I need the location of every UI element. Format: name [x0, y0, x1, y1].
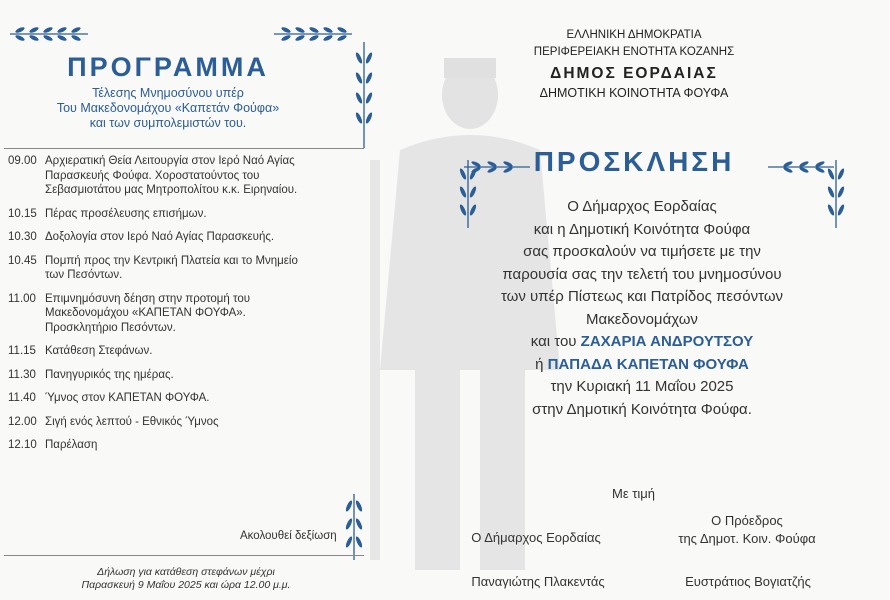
schedule-description-line: Κατάθεση Στεφάνων.: [45, 345, 153, 357]
program-subtitle-line: Τέλεσης Μνημοσύνου υπέρ: [92, 86, 244, 100]
community-label: ΔΗΜΟΤΙΚΗ ΚΟΙΝΟΤΗΤΑ ΦΟΥΦΑ: [539, 86, 729, 100]
divider: [4, 148, 364, 149]
olive-branch-icon: [8, 25, 90, 43]
program-subtitle: [0, 86, 336, 131]
schedule-time: 12.00: [8, 415, 37, 428]
reception-note: Ακολουθεί δεξίωση: [240, 530, 337, 542]
schedule-description-line: των Πεσόντων.: [45, 269, 123, 281]
schedule-description-line: Δοξολογία στον Ιερό Ναό Αγίας Παρασκευής.: [45, 231, 275, 243]
schedule-description: [45, 415, 368, 430]
schedule-row: [8, 292, 368, 336]
schedule-description: [45, 207, 368, 222]
schedule-time: 11.00: [8, 292, 36, 305]
schedule-row: [8, 368, 368, 383]
signer-president-role: [652, 512, 842, 548]
schedule-description-line: Αρχιερατική Θεία Λειτουργία στον Ιερό Ναό Αγίας: [45, 155, 295, 167]
schedule-time: 12.10: [8, 439, 37, 451]
schedule-list: [8, 154, 368, 462]
schedule-description-line: Παρέλαση: [45, 439, 98, 451]
schedule-row: [8, 438, 368, 453]
schedule-description-line: Σιγή ενός λεπτού - Εθνικός Ύμνος: [45, 415, 219, 428]
schedule-time: 09.00: [8, 155, 37, 167]
signer-mayor-role: Ο Δήμαρχος Εορδαίας: [471, 530, 601, 545]
schedule-description-line: Ύμνος στον ΚΑΠΕΤΑΝ ΦΟΥΦΑ.: [45, 392, 210, 404]
program-subtitle-line: και των συμπολεμιστών του.: [89, 116, 247, 130]
invitation-title: ΠΡΟΣΚΛΗΣΗ: [533, 146, 735, 177]
schedule-time: 11.30: [8, 368, 36, 381]
schedule-description: [45, 391, 368, 406]
note-line: Δήλωση για κατάθεση στεφάνων μέχρι: [97, 566, 275, 578]
invitation-line: [452, 354, 832, 377]
schedule-description: [45, 154, 368, 198]
event-location: στην Δημοτική Κοινότητα Φούφα.: [532, 400, 752, 418]
schedule-description: [45, 254, 368, 283]
honoree-name: ΖΑΧΑΡΙΑ ΑΝΔΡΟΥΤΣΟΥ: [580, 333, 754, 350]
schedule-time: 10.15: [8, 207, 37, 220]
schedule-time: 10.30: [8, 231, 37, 243]
invitation-line: σας προσκαλούν να τιμήσετε με την: [523, 243, 761, 260]
line-prefix: και του: [530, 333, 581, 350]
event-date: την Κυριακή 11 Μαΐου 2025: [550, 378, 734, 395]
signer-role-line: της Δημοτ. Κοιν. Φούφα: [678, 531, 816, 546]
divider: [4, 555, 364, 556]
invitation-line: παρουσία σας την τελετή του μνημοσύνου: [502, 265, 782, 283]
schedule-description: [45, 344, 368, 359]
program-panel: [0, 0, 372, 600]
schedule-time: 10.45: [8, 254, 37, 267]
schedule-row: [8, 415, 368, 430]
invitation-line: των υπέρ Πίστεως και Πατρίδος πεσόντων: [500, 288, 784, 305]
invitation-line: Ο Δήμαρχος Εορδαίας: [567, 198, 717, 215]
schedule-description: [45, 292, 368, 336]
schedule-description-line: Σεβασμιοτάτου μας Μητροπολίτου κ.κ. Ειρηναίου.: [45, 184, 298, 196]
invitation-line: και η Δημοτική Κοινότητα Φούφα: [533, 220, 751, 238]
schedule-row: [8, 344, 368, 359]
schedule-row: [8, 391, 368, 406]
olive-branch-icon: [272, 25, 354, 43]
schedule-description-line: Παρασκευής Φούφα. Χοροστατούντος του: [45, 169, 260, 182]
schedule-row: [8, 154, 368, 198]
olive-branch-icon: [352, 40, 376, 150]
honoree-alias: ΠΑΠΑΔΑ ΚΑΠΕΤΑΝ ΦΟΥΦΑ: [547, 355, 749, 373]
olive-branch-icon: [342, 492, 366, 562]
wreath-deadline-note: [0, 566, 372, 592]
schedule-row: [8, 254, 368, 283]
schedule-description: [45, 230, 368, 245]
schedule-time: 11.15: [8, 345, 36, 357]
signer-role-line: Ο Πρόεδρος: [711, 513, 783, 528]
issuer-header: [472, 27, 796, 102]
signer-president-name: Ευστράτιος Βογιατζής: [685, 574, 811, 589]
schedule-description-line: Πανηγυρικός της ημέρας.: [45, 368, 174, 381]
region-label: ΠΕΡΙΦΕΡΕΙΑΚΗ ΕΝΟΤΗΤΑ ΚΟΖΑΝΗΣ: [533, 46, 735, 58]
note-line: Παρασκευή 9 Μαΐου 2025 και ώρα 12.00 μ.μ.: [81, 579, 291, 591]
program-title: ΠΡΟΓΡΑΜΜΑ: [67, 52, 269, 82]
schedule-description-line: Μακεδονομάχου «ΚΑΠΕΤΑΝ ΦΟΥΦΑ».: [45, 307, 246, 319]
schedule-row: [8, 230, 368, 245]
invitation-line: Μακεδονομάχων: [586, 310, 698, 328]
closing-phrase: Με τιμή: [612, 486, 655, 501]
signer-mayor-name: Παναγιώτης Πλακεντάς: [471, 574, 605, 589]
municipality-label: ΔΗΜΟΣ ΕΟΡΔΑΙΑΣ: [550, 65, 718, 82]
schedule-description-line: Επιμνημόσυνη δέηση στην προτομή του: [45, 292, 251, 305]
schedule-description: [45, 438, 368, 453]
invitation-body: [452, 196, 832, 421]
line-prefix: ή: [535, 355, 548, 373]
invitation-line: [452, 331, 832, 354]
schedule-description-line: Πομπή προς την Κεντρική Πλατεία και το Μνημείο: [45, 254, 298, 267]
republic-label: ΕΛΛΗΝΙΚΗ ΔΗΜΟΚΡΑΤΙΑ: [566, 29, 702, 41]
program-subtitle-line: Του Μακεδονομάχου «Καπετάν Φούφα»: [56, 101, 280, 115]
schedule-time: 11.40: [8, 392, 36, 404]
schedule-description: [45, 368, 368, 383]
schedule-description-line: Πέρας προσέλευσης επισήμων.: [45, 207, 207, 220]
schedule-description-line: Προσκλητήριο Πεσόντων.: [45, 321, 176, 334]
schedule-row: [8, 207, 368, 222]
